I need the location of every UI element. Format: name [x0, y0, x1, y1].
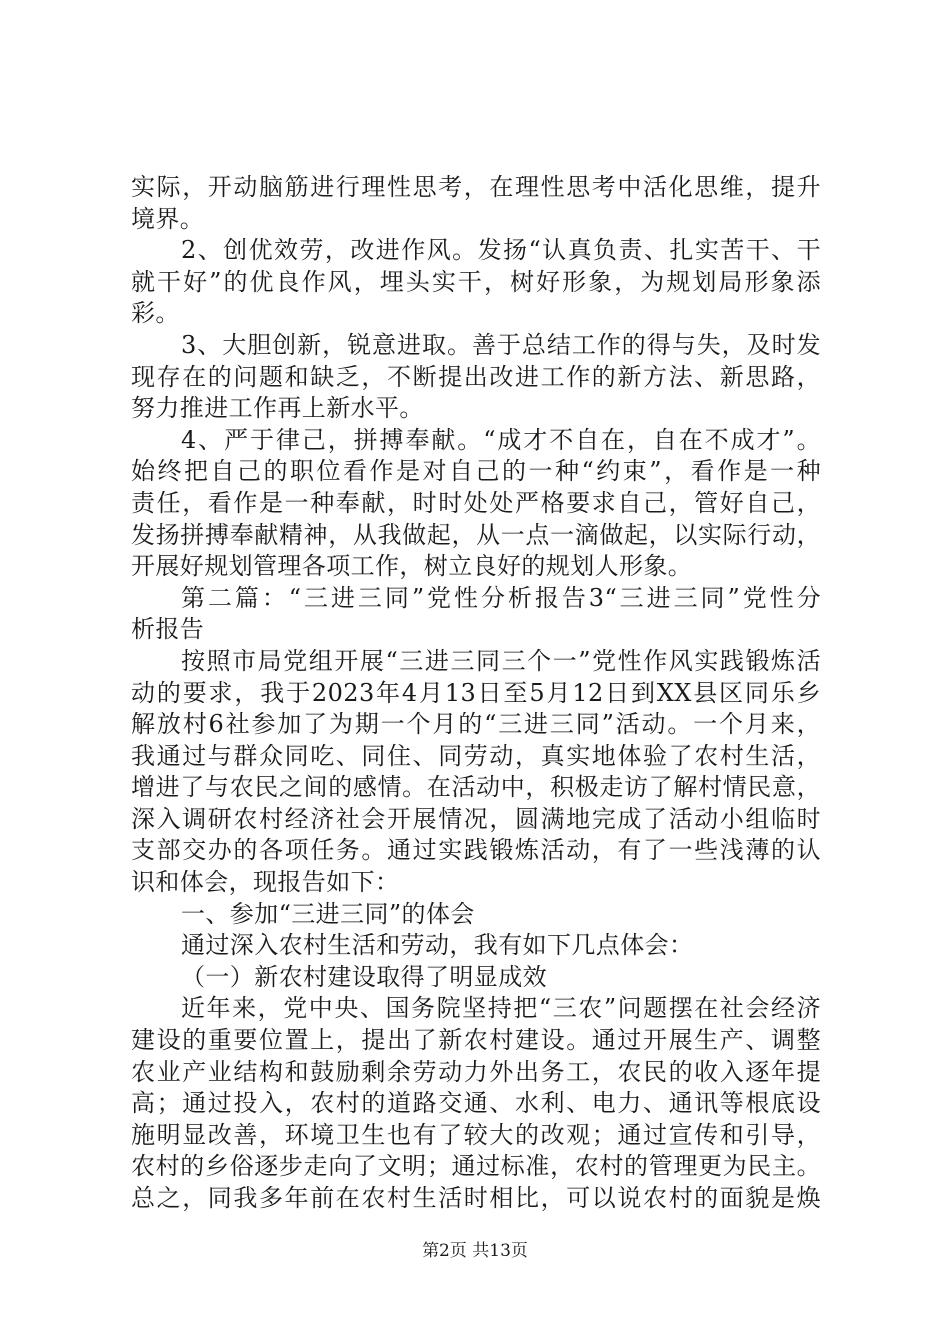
- text-line: 彩。: [131, 299, 180, 328]
- text-line: 开展好规划管理各项工作，树立良好的规划人形象。: [131, 552, 693, 581]
- text-line: 实际，开动脑筋进行理性思考，在理性思考中活化思维，提升: [131, 173, 821, 201]
- text-line: 农业产业结构和鼓励剩余劳动力外出务工，农民的收入逐年提: [131, 1057, 821, 1086]
- text-line: 我通过与群众同吃、同住、同劳动，真实地体验了农村生活，: [131, 741, 821, 770]
- text-line: 动的要求，我于2023年4月13日至5月12日到XX县区同乐乡: [131, 678, 821, 707]
- text-line: 近年来，党中央、国务院坚持把“三农”问题摆在社会经济: [181, 994, 821, 1023]
- text-line: 2、创优效劳，改进作风。发扬“认真负责、扎实苦干、干: [181, 236, 821, 265]
- text-line: 4、严于律己，拼搏奉献。“成才不自在，自在不成才”。: [181, 425, 821, 454]
- text-line: （一）新农村建设取得了明显成效: [181, 962, 547, 991]
- text-line: 通过深入农村生活和劳动，我有如下几点体会：: [181, 931, 694, 960]
- text-line: 按照市局党组开展“三进三同三个一”党性作风实践锻炼活: [181, 646, 821, 675]
- text-line: 3、大胆创新，锐意进取。善于总结工作的得与失，及时发: [181, 330, 821, 359]
- text-line: 支部交办的各项任务。通过实践锻炼活动，有了一些浅薄的认: [131, 836, 821, 865]
- text-line: 责任，看作是一种奉献，时时处处严格要求自己，管好自己，: [131, 488, 821, 517]
- text-line: 一、参加“三进三同”的体会: [181, 899, 475, 928]
- text-line: 第二篇：“三进三同”党性分析报告3“三进三同”党性分: [181, 583, 821, 612]
- text-line: 发扬拼搏奉献精神，从我做起，从一点一滴做起，以实际行动，: [131, 520, 821, 549]
- text-line: 深入调研农村经济社会开展情况，圆满地完成了活动小组临时: [131, 804, 821, 833]
- document-body: [131, 172, 821, 1215]
- text-line: 高；通过投入，农村的道路交通、水利、电力、通讯等根底设: [131, 1089, 821, 1118]
- text-line: 析报告: [131, 615, 205, 644]
- text-line: 就干好”的优良作风，埋头实干，树好形象，为规划局形象添: [131, 267, 821, 296]
- text-line: 农村的乡俗逐步走向了文明；通过标准，农村的管理更为民主。: [131, 1152, 821, 1181]
- text-line: 总之，同我多年前在农村生活时相比，可以说农村的面貌是焕: [131, 1184, 821, 1212]
- text-line: 努力推进工作再上新水平。: [131, 394, 424, 423]
- text-line: 识和体会，现报告如下：: [131, 868, 400, 897]
- text-line: 现存在的问题和缺乏，不断提出改进工作的新方法、新思路，: [131, 362, 821, 391]
- text-line: 始终把自己的职位看作是对自己的一种“约束”，看作是一种: [131, 457, 821, 486]
- page-footer: 第2页 共13页: [422, 1241, 528, 1261]
- text-line: 建设的重要位置上，提出了新农村建设。通过开展生产、调整: [131, 1026, 821, 1055]
- text-line: 解放村6社参加了为期一个月的“三进三同”活动。一个月来，: [131, 710, 821, 739]
- text-line: 施明显改善，环境卫生也有了较大的改观；通过宣传和引导，: [131, 1120, 821, 1149]
- text-line: 境界。: [131, 204, 205, 233]
- text-line: 增进了与农民之间的感情。在活动中，积极走访了解村情民意，: [131, 773, 821, 802]
